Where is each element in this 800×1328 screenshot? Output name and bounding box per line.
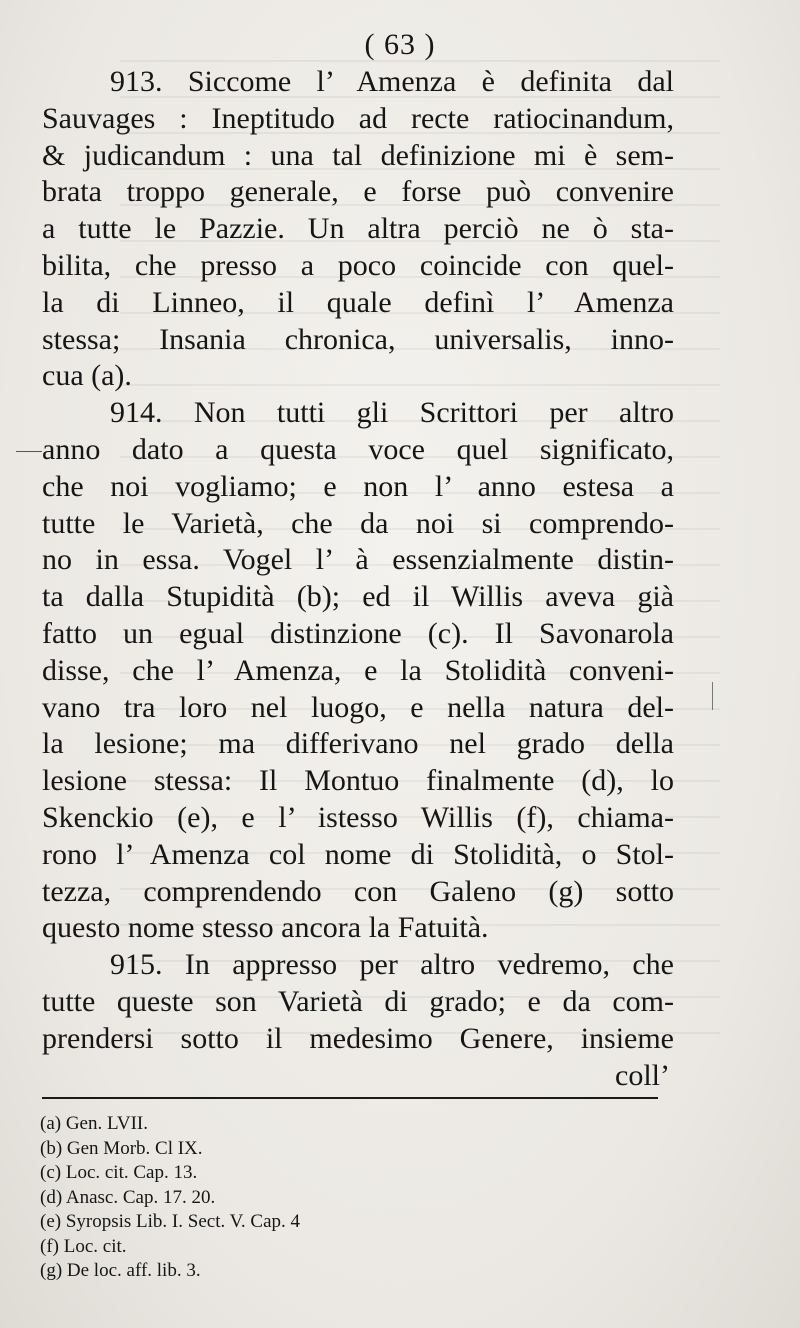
text-line: no in essa. Vogel l’ à essenzialmente distin- bbox=[42, 543, 674, 577]
catchword: coll’ bbox=[615, 1058, 670, 1092]
text-line: Skenckio (e), e l’ istesso Willis (f), chiama- bbox=[42, 800, 674, 834]
text-line: tezza, comprendendo con Galeno (g) sotto bbox=[42, 874, 674, 908]
footnote: (c) Loc. cit. Cap. 13. bbox=[40, 1162, 198, 1183]
text-line: lesione stessa: Il Montuo finalmente (d), lo bbox=[42, 764, 674, 798]
text-line: prendersi sotto il medesimo Genere, insieme bbox=[42, 1021, 674, 1055]
margin-tick bbox=[712, 682, 713, 710]
text-line: brata troppo generale, e forse può convenire bbox=[42, 175, 674, 209]
footnotes bbox=[40, 1112, 540, 1284]
text-line: la di Linneo, il quale definì l’ Amenza bbox=[42, 285, 674, 319]
text-line: disse, che l’ Amenza, e la Stolidità conveni- bbox=[42, 653, 674, 687]
margin-mark bbox=[16, 451, 42, 452]
text-line: tutte queste son Varietà di grado; e da com- bbox=[42, 984, 674, 1018]
text-line: anno dato a questa voce quel significato, bbox=[42, 432, 674, 466]
body-text bbox=[42, 64, 674, 1094]
text-line: ta dalla Stupidità (b); ed il Willis aveva già bbox=[42, 580, 674, 614]
footnote: (g) De loc. aff. lib. 3. bbox=[40, 1260, 201, 1281]
text-line: & judicandum : una tal definizione mi è sem- bbox=[42, 138, 674, 172]
footnote: (e) Syropsis Lib. I. Sect. V. Cap. 4 bbox=[40, 1211, 301, 1232]
footnote: (b) Gen Morb. Cl IX. bbox=[40, 1137, 203, 1159]
text-line: fatto un egual distinzione (c). Il Savonarola bbox=[42, 616, 674, 650]
text-line: stessa; Insania chronica, universalis, inno- bbox=[42, 322, 674, 356]
text-line: questo nome stesso ancora la Fatuità. bbox=[42, 911, 489, 945]
text-line: tutte le Varietà, che da noi si comprendo- bbox=[42, 506, 674, 540]
text-line: la lesione; ma differivano nel grado della bbox=[42, 727, 674, 761]
footnote: (d) Anasc. Cap. 17. 20. bbox=[40, 1186, 216, 1208]
page-number: ( 63 ) bbox=[364, 28, 436, 61]
footnote: (a) Gen. LVII. bbox=[40, 1113, 148, 1134]
text-line: che noi vogliamo; e non l’ anno estesa a bbox=[42, 469, 674, 503]
text-line: cua (a). bbox=[42, 359, 132, 393]
text-line: rono l’ Amenza col nome di Stolidità, o Stol- bbox=[42, 837, 674, 871]
text-line: 913. Siccome l’ Amenza è definita dal bbox=[110, 65, 674, 98]
text-line: vano tra loro nel luogo, e nella natura del- bbox=[42, 690, 674, 724]
footnote: (f) Loc. cit. bbox=[40, 1235, 127, 1257]
text-line: 915. In appresso per altro vedremo, che bbox=[110, 948, 674, 982]
text-line: Sauvages : Ineptitudo ad recte ratiocinandum, bbox=[42, 101, 674, 135]
text-line: bilita, che presso a poco coincide con quel- bbox=[42, 248, 674, 282]
text-line: a tutte le Pazzie. Un altra perciò ne ò sta- bbox=[42, 212, 674, 246]
text-line: 914. Non tutti gli Scrittori per altro bbox=[110, 396, 674, 430]
footnote-rule bbox=[42, 1097, 658, 1099]
